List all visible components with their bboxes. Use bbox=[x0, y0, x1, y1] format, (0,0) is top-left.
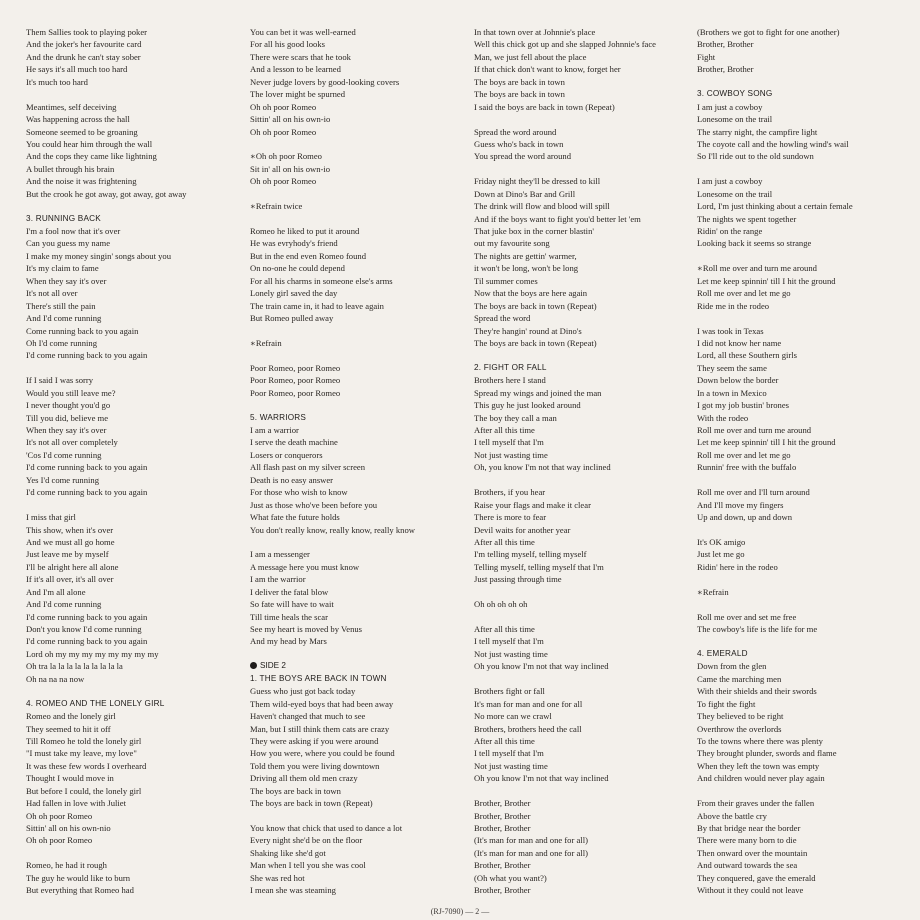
lyric-line: Sittin' all on his own-nio bbox=[26, 823, 111, 833]
lyric-line: The coyote call and the howling wind's wail bbox=[697, 138, 849, 149]
lyric-line: They're hangin' round at Dino's bbox=[474, 325, 582, 336]
lyric-line: I make my money singin' songs about you bbox=[26, 250, 172, 261]
lyric-line: Never judge lovers by good-looking covers bbox=[250, 76, 400, 87]
lyric-line: A bullet through his brain bbox=[26, 163, 115, 174]
stanza-gap bbox=[697, 250, 911, 262]
side-marker bbox=[250, 660, 464, 672]
lyric-line: The train came in, it had to leave again bbox=[250, 300, 384, 311]
stanza-gap bbox=[474, 586, 688, 598]
stanza-gap bbox=[697, 524, 911, 536]
lyric-line: Oh tra la la la la la la la la la bbox=[26, 661, 123, 672]
lyric-line: Losers or conquerors bbox=[250, 449, 323, 460]
lyric-line: And a lesson to be learned bbox=[250, 64, 341, 75]
lyric-line: The starry night, the campfire light bbox=[697, 126, 818, 137]
lyric-line: To fight the fight bbox=[697, 698, 756, 709]
lyric-line: I am the warrior bbox=[250, 574, 306, 585]
lyric-line: I'm a fool now that it's over bbox=[26, 226, 121, 236]
lyric-line: Spread the word bbox=[474, 313, 531, 324]
stanza-gap bbox=[26, 847, 240, 859]
lyric-line: They conquered, gave the emerald bbox=[697, 872, 816, 883]
lyric-line: It's not all over bbox=[26, 288, 78, 299]
lyric-line: But before I could, the lonely girl bbox=[26, 785, 142, 796]
lyric-line: Brothers, brothers heed the call bbox=[474, 723, 582, 734]
lyric-line: Man, we just fell about the place bbox=[474, 51, 587, 62]
lyric-line: He was evryhody's friend bbox=[250, 238, 338, 249]
lyric-line: Let me keep spinnin' till I hit the ground bbox=[697, 275, 836, 286]
stanza-gap bbox=[697, 312, 911, 324]
lyric-line: Let me keep spinnin' till I hit the ground bbox=[697, 437, 836, 448]
lyric-line: Haven't changed that much to see bbox=[250, 711, 366, 722]
lyric-line: I got my job bustin' brones bbox=[697, 400, 790, 411]
lyric-line: But everything that Romeo had bbox=[26, 885, 134, 896]
lyric-line: With the rodeo bbox=[697, 412, 749, 423]
lyric-line: It's man for man and one for all bbox=[474, 698, 583, 709]
lyric-line: Brother, Brother bbox=[474, 798, 531, 809]
stanza-gap bbox=[474, 785, 688, 797]
lyric-line: Lord oh my my my my my my my my bbox=[26, 648, 159, 659]
stanza-gap bbox=[250, 213, 464, 225]
lyric-line: I was took in Texas bbox=[697, 325, 764, 336]
lyric-line: Then onward over the mountain bbox=[697, 847, 808, 858]
lyric-line: There is more to fear bbox=[474, 512, 547, 523]
stanza-gap bbox=[474, 673, 688, 685]
lyric-line: ∗Refrain bbox=[697, 586, 729, 597]
lyric-line: In a town in Mexico bbox=[697, 387, 767, 398]
lyric-line: After all this time bbox=[474, 735, 535, 746]
lyric-line: Lonely girl saved the day bbox=[250, 288, 338, 299]
lyric-line: The boy they call a man bbox=[474, 412, 557, 423]
lyric-line: I mean she was steaming bbox=[250, 885, 336, 896]
lyric-line: Til summer comes bbox=[474, 275, 538, 286]
lyric-line: I said the boys are back in town (Repeat) bbox=[474, 101, 615, 112]
lyric-line: I am a warrior bbox=[250, 425, 299, 435]
lyric-line: Oh I'd come running bbox=[26, 337, 97, 348]
lyric-line: Just let me go bbox=[697, 549, 745, 560]
lyric-line: I tell myself that I'm bbox=[474, 636, 544, 647]
lyric-line: The boys are back in town (Repeat) bbox=[250, 798, 373, 809]
lyric-line: They believed to be right bbox=[697, 711, 784, 722]
lyric-line: Death is no easy answer bbox=[250, 474, 334, 485]
lyric-line: I am just a cowboy bbox=[697, 101, 763, 112]
lyric-line: Oh you know I'm not that way inclined bbox=[474, 661, 609, 672]
lyric-line: I am a messenger bbox=[250, 549, 310, 560]
lyric-line: And my head by Mars bbox=[250, 636, 327, 647]
lyric-line: After all this time bbox=[474, 536, 535, 547]
lyric-line: On no-one he could depend bbox=[250, 263, 345, 274]
song-title: 2. FIGHT OR FALL bbox=[474, 362, 547, 372]
lyric-line: Brother, Brother bbox=[474, 885, 531, 896]
lyric-line: For all his charms in someone else's arms bbox=[250, 275, 393, 286]
lyric-line: A message here you must know bbox=[250, 561, 360, 572]
lyric-line: Oh oh poor Romeo bbox=[250, 176, 317, 187]
lyric-line: Lord, I'm just thinking about a certain female bbox=[697, 201, 853, 212]
lyric-line: There's still the pain bbox=[26, 300, 96, 311]
lyric-line: Oh oh poor Romeo bbox=[26, 810, 93, 821]
stanza-gap bbox=[250, 325, 464, 337]
stanza-gap bbox=[697, 163, 911, 175]
lyric-line: When they say it's over bbox=[26, 275, 107, 286]
lyric-line: (Oh what you want?) bbox=[474, 872, 547, 883]
lyric-line: Ride me in the rodeo bbox=[697, 300, 770, 311]
lyric-line: Them wild-eyed boys that had been away bbox=[250, 698, 394, 709]
stanza-gap bbox=[474, 474, 688, 486]
lyric-line: (Brothers we got to fight for one another) bbox=[697, 27, 840, 37]
song-title: 3. RUNNING BACK bbox=[26, 213, 101, 223]
lyric-line: Overthrow the overlords bbox=[697, 723, 782, 734]
lyric-line: Up and down, up and down bbox=[697, 512, 792, 523]
lyric-line: From their graves under the fallen bbox=[697, 798, 815, 809]
lyric-line: And if the boys want to fight you'd better let 'em bbox=[474, 213, 641, 224]
lyric-line: Telling myself, telling myself that I'm bbox=[474, 561, 604, 572]
lyric-line: After all this time bbox=[474, 425, 535, 435]
lyric-line: Oh oh oh oh oh bbox=[474, 599, 528, 610]
lyric-line: So I'll ride out to the old sundown bbox=[697, 151, 814, 162]
stanza-gap bbox=[697, 474, 911, 486]
lyric-line: Brother, Brother bbox=[474, 860, 531, 871]
lyric-line: I'd come running back to you again bbox=[26, 350, 148, 361]
lyric-line: It's OK amigo bbox=[697, 536, 746, 547]
lyric-line: I tell myself that I'm bbox=[474, 748, 544, 759]
lyric-line: I never thought you'd go bbox=[26, 400, 111, 411]
stanza-gap bbox=[474, 349, 688, 361]
lyric-line: There were many born to die bbox=[697, 835, 797, 846]
lyric-line: Brothers here I stand bbox=[474, 375, 546, 386]
lyric-line: I'd come running back to you again bbox=[26, 611, 148, 622]
lyric-line: Brother, Brother bbox=[697, 39, 754, 50]
lyric-line: The boys are back in town bbox=[250, 785, 341, 796]
lyric-line: Lonesome on the trail bbox=[697, 114, 773, 125]
lyric-line: Down at Dino's Bar and Grill bbox=[474, 188, 576, 199]
lyric-line: Down from the glen bbox=[697, 661, 767, 672]
lyric-line: Sit in' all on his own-io bbox=[250, 163, 331, 174]
lyric-line: And outward towards the sea bbox=[697, 860, 798, 871]
lyric-line: Not just wasting time bbox=[474, 648, 548, 659]
lyric-line: Came the marching men bbox=[697, 673, 782, 684]
lyric-line: Ridin' here in the rodeo bbox=[697, 561, 778, 572]
lyric-line: Oh na na na now bbox=[26, 673, 85, 684]
lyric-line: Poor Romeo, poor Romeo bbox=[250, 387, 341, 398]
lyric-line: I'm telling myself, telling myself bbox=[474, 549, 587, 560]
lyric-line: Come running back to you again bbox=[26, 325, 139, 336]
lyric-line: The boys are back in town bbox=[474, 89, 565, 100]
lyric-line: Looking back it seems so strange bbox=[697, 238, 812, 249]
lyric-line: The nights are gettin' warmer, bbox=[474, 250, 577, 261]
lyric-line: It's not all over completely bbox=[26, 437, 118, 448]
lyric-line: The lover might be spurned bbox=[250, 89, 345, 100]
lyric-line: Not just wasting time bbox=[474, 449, 548, 460]
lyric-line: See my heart is moved by Venus bbox=[250, 624, 363, 634]
lyric-line: Roll me over and I'll turn around bbox=[697, 487, 810, 498]
lyric-line: Spread the word around bbox=[474, 126, 557, 137]
lyric-line: Meantimes, self deceiving bbox=[26, 101, 117, 112]
stanza-gap bbox=[474, 163, 688, 175]
lyric-line: And we must all go home bbox=[26, 536, 115, 547]
lyric-line: Just leave me by myself bbox=[26, 549, 109, 560]
stanza-gap bbox=[26, 200, 240, 212]
lyric-line: (It's man for man and one for all) bbox=[474, 835, 588, 846]
lyric-line: Roll me over and turn me around bbox=[697, 425, 812, 435]
lyric-line: I deliver the fatal blow bbox=[250, 586, 329, 597]
lyric-line: If it's all over, it's all over bbox=[26, 574, 114, 585]
lyric-line: Yes I'd come running bbox=[26, 474, 100, 485]
lyric-line: And children would never play again bbox=[697, 773, 825, 784]
stanza-gap bbox=[250, 399, 464, 411]
lyric-line: Raise your flags and make it clear bbox=[474, 499, 591, 510]
lyric-line: Brother, Brother bbox=[697, 64, 754, 75]
stanza-gap bbox=[697, 76, 911, 88]
lyric-line: They seemed to hit it off bbox=[26, 723, 111, 734]
lyric-line: It was these few words I overheard bbox=[26, 760, 147, 771]
lyric-line: The nights we spent together bbox=[697, 213, 797, 224]
stanza-gap bbox=[697, 785, 911, 797]
stanza-gap bbox=[26, 685, 240, 697]
lyric-line: I'd come running back to you again bbox=[26, 462, 148, 473]
lyric-line: After all this time bbox=[474, 624, 535, 634]
lyric-line: The boys are back in town (Repeat) bbox=[474, 300, 597, 311]
lyric-line: Well this chick got up and she slapped Johnnie's face bbox=[474, 39, 656, 50]
side-label: SIDE 2 bbox=[260, 661, 286, 671]
lyric-line: Till Romeo he told the lonely girl bbox=[26, 735, 142, 746]
lyric-line: Don't you know I'd come running bbox=[26, 624, 142, 634]
lyric-line: There were scars that he took bbox=[250, 51, 351, 62]
lyric-line: (It's man for man and one for all) bbox=[474, 847, 588, 858]
lyric-line: Told them you were living downtown bbox=[250, 760, 380, 771]
lyric-line: When they left the town was empty bbox=[697, 760, 820, 771]
song-title: 4. EMERALD bbox=[697, 648, 748, 658]
lyric-line: Shaking like she'd got bbox=[250, 847, 326, 858]
lyric-line: I tell myself that I'm bbox=[474, 437, 544, 448]
lyric-line: What fate the future holds bbox=[250, 512, 340, 523]
lyric-line: 'Cos I'd come running bbox=[26, 449, 102, 460]
lyric-line: And the noise it was frightening bbox=[26, 176, 137, 187]
lyric-line: The boys are back in town bbox=[474, 76, 565, 87]
lyric-line: Brother, Brother bbox=[474, 823, 531, 833]
side-bullet-icon bbox=[250, 662, 257, 669]
stanza-gap bbox=[26, 499, 240, 511]
lyric-line: By that bridge near the border bbox=[697, 823, 801, 833]
lyric-line: Fight bbox=[697, 51, 716, 62]
lyric-line: Oh, you know I'm not that way inclined bbox=[474, 462, 611, 473]
lyric-line: Someone seemed to be groaning bbox=[26, 126, 138, 137]
lyrics-column-3 bbox=[474, 26, 688, 897]
lyric-line: Just as those who've been before you bbox=[250, 499, 378, 510]
stanza-gap bbox=[250, 349, 464, 361]
lyric-line: Lonesome on the trail bbox=[697, 188, 773, 199]
lyric-line: Roll me over and set me free bbox=[697, 611, 797, 622]
lyric-line: For all his good looks bbox=[250, 39, 325, 50]
lyric-line: Spread my wings and joined the man bbox=[474, 387, 602, 398]
lyric-line: Romeo he liked to put it around bbox=[250, 226, 360, 236]
lyric-line: Down below the border bbox=[697, 375, 779, 386]
lyric-line: Without it they could not leave bbox=[697, 885, 804, 896]
lyric-line: But in the end even Romeo found bbox=[250, 250, 366, 261]
lyric-line: Romeo, he had it rough bbox=[26, 860, 107, 871]
lyric-line: The guy he would like to burn bbox=[26, 872, 131, 883]
lyric-line: Ridin' on the range bbox=[697, 226, 763, 236]
lyric-line: In that town over at Johnnie's place bbox=[474, 27, 596, 37]
lyric-line: It's my claim to fame bbox=[26, 263, 99, 274]
lyric-line: The boys are back in town (Repeat) bbox=[474, 337, 597, 348]
lyric-line: Friday night they'll be dressed to kill bbox=[474, 176, 601, 187]
lyric-line: I'd come running back to you again bbox=[26, 487, 148, 498]
lyric-line: You could hear him through the wall bbox=[26, 138, 153, 149]
lyric-line: Oh oh poor Romeo bbox=[250, 126, 317, 137]
stanza-gap bbox=[250, 810, 464, 822]
lyric-line: When they say it's over bbox=[26, 425, 107, 435]
song-title: 4. ROMEO AND THE LONELY GIRL bbox=[26, 698, 165, 708]
lyric-line: I am just a cowboy bbox=[697, 176, 763, 187]
lyrics-column-1 bbox=[26, 26, 240, 897]
lyric-line: Them Sallies took to playing poker bbox=[26, 27, 148, 37]
lyric-line: So fate will have to wait bbox=[250, 599, 334, 610]
lyric-line: out my favourite song bbox=[474, 238, 550, 249]
lyric-line: Oh oh poor Romeo bbox=[250, 101, 317, 112]
lyric-line: Just passing through time bbox=[474, 574, 562, 585]
lyric-line: She was red hot bbox=[250, 872, 305, 883]
lyric-line: Now that the boys are here again bbox=[474, 288, 588, 299]
lyric-line: Roll me over and let me go bbox=[697, 288, 791, 299]
lyric-line: You can bet it was well-earned bbox=[250, 27, 356, 37]
lyric-line: And the cops they came like lightning bbox=[26, 151, 157, 162]
lyric-line: Poor Romeo, poor Romeo bbox=[250, 375, 341, 386]
lyrics-column-2 bbox=[250, 26, 464, 897]
song-title: 3. COWBOY SONG bbox=[697, 89, 773, 99]
lyric-line: You don't really know, really know, really know bbox=[250, 524, 415, 535]
lyric-line: This show, when it's over bbox=[26, 524, 114, 535]
lyric-line: Not just wasting time bbox=[474, 760, 548, 771]
lyric-line: Had fallen in love with Juliet bbox=[26, 798, 126, 809]
lyric-line: But the crook he got away, got away, got away bbox=[26, 188, 187, 199]
lyric-line: No more can we crawl bbox=[474, 711, 552, 722]
lyric-line: All flash past on my silver screen bbox=[250, 462, 366, 473]
lyric-line: Brothers, if you hear bbox=[474, 487, 546, 498]
lyric-line: But Romeo pulled away bbox=[250, 313, 334, 324]
stanza-gap bbox=[250, 188, 464, 200]
lyric-line: And the drunk he can't stay sober bbox=[26, 51, 141, 62]
lyric-line: And the joker's her favourite card bbox=[26, 39, 142, 50]
lyric-line: And I'm all alone bbox=[26, 586, 86, 597]
lyric-line: If that chick don't want to know, forget her bbox=[474, 64, 621, 75]
lyric-line: Guess who's back in town bbox=[474, 138, 564, 149]
lyric-line: Can you guess my name bbox=[26, 238, 111, 249]
lyric-line: You spread the word around bbox=[474, 151, 571, 162]
lyric-line: They seem the same bbox=[697, 362, 767, 373]
lyric-line: And I'd come running bbox=[26, 599, 102, 610]
lyric-line: That juke box in the corner blastin' bbox=[474, 226, 594, 236]
lyric-line: Till time heals the scar bbox=[250, 611, 328, 622]
stanza-gap bbox=[697, 635, 911, 647]
lyric-line: I did not know her name bbox=[697, 337, 782, 348]
catalog-page-footer: (RJ-7090) — 2 — bbox=[430, 907, 490, 916]
lyric-line: They brought plunder, swords and flame bbox=[697, 748, 837, 759]
stanza-gap bbox=[250, 536, 464, 548]
stanza-gap bbox=[250, 138, 464, 150]
lyric-line: With their shields and their swords bbox=[697, 686, 817, 697]
lyric-line: They were asking if you were around bbox=[250, 735, 379, 746]
lyric-line: Every night she'd be on the floor bbox=[250, 835, 363, 846]
stanza-gap bbox=[26, 88, 240, 100]
lyric-line: This guy he just looked around bbox=[474, 400, 581, 411]
lyric-line: Lord, all these Southern girls bbox=[697, 350, 798, 361]
lyric-line: And I'd come running bbox=[26, 313, 102, 324]
lyric-line: For those who wish to know bbox=[250, 487, 348, 498]
lyric-line: Roll me over and let me go bbox=[697, 449, 791, 460]
lyric-line: Guess who just got back today bbox=[250, 686, 356, 697]
stanza-gap bbox=[697, 573, 911, 585]
lyric-line: Was happening across the hall bbox=[26, 114, 130, 125]
lyric-line: How you were, where you could be found bbox=[250, 748, 395, 759]
stanza-gap bbox=[474, 611, 688, 623]
song-title: 5. WARRIORS bbox=[250, 412, 307, 422]
lyric-line: Above the battle cry bbox=[697, 810, 767, 821]
lyric-line: "I must take my leave, my love" bbox=[26, 748, 137, 759]
lyric-line: Brother, Brother bbox=[474, 810, 531, 821]
lyric-line: Romeo and the lonely girl bbox=[26, 711, 116, 722]
lyric-line: Devil waits for another year bbox=[474, 524, 571, 535]
lyric-line: ∗Oh oh poor Romeo bbox=[250, 151, 322, 162]
lyric-line: Oh you know I'm not that way inclined bbox=[474, 773, 609, 784]
stanza-gap bbox=[474, 113, 688, 125]
lyric-line: Would you still leave me? bbox=[26, 387, 116, 398]
lyric-line: If I said I was sorry bbox=[26, 375, 94, 386]
stanza-gap bbox=[250, 648, 464, 660]
lyric-line: ∗Roll me over and turn me around bbox=[697, 263, 817, 274]
lyric-line: it won't be long, won't be long bbox=[474, 263, 579, 274]
lyric-line: I miss that girl bbox=[26, 512, 76, 523]
lyric-line: Driving all them old men crazy bbox=[250, 773, 358, 784]
lyric-line: Man, but I still think them cats are crazy bbox=[250, 723, 390, 734]
lyric-line: I'd come running back to you again bbox=[26, 636, 148, 647]
lyrics-column-4 bbox=[697, 26, 911, 897]
lyric-line: Runnin' free with the buffalo bbox=[697, 462, 797, 473]
lyric-line: And I'll move my fingers bbox=[697, 499, 784, 510]
lyric-line: Man when I tell you she was cool bbox=[250, 860, 366, 871]
lyric-line: Till you did, believe me bbox=[26, 412, 109, 423]
lyric-line: He says it's all much too hard bbox=[26, 64, 128, 75]
lyric-line: Thought I would move in bbox=[26, 773, 114, 784]
lyric-line: To the towns where there was plenty bbox=[697, 735, 823, 746]
lyric-line: I serve the death machine bbox=[250, 437, 338, 448]
lyric-line: The drink will flow and blood will spill bbox=[474, 201, 610, 212]
lyric-line: Brothers fight or fall bbox=[474, 686, 545, 697]
lyric-line: I'll be alright here all alone bbox=[26, 561, 119, 572]
stanza-gap bbox=[26, 362, 240, 374]
lyric-line: The cowboy's life is the life for me bbox=[697, 624, 818, 634]
stanza-gap bbox=[697, 598, 911, 610]
lyric-line: Oh oh poor Romeo bbox=[26, 835, 93, 846]
lyric-line: ∗Refrain bbox=[250, 337, 282, 348]
lyric-line: Poor Romeo, poor Romeo bbox=[250, 362, 341, 373]
lyric-line: You know that chick that used to dance a lot bbox=[250, 823, 403, 833]
lyric-line: Sittin' all on his own-io bbox=[250, 114, 331, 125]
lyric-line: ∗Refrain twice bbox=[250, 201, 303, 212]
song-title: 1. THE BOYS ARE BACK IN TOWN bbox=[250, 673, 387, 683]
lyric-line: It's much too hard bbox=[26, 76, 88, 87]
